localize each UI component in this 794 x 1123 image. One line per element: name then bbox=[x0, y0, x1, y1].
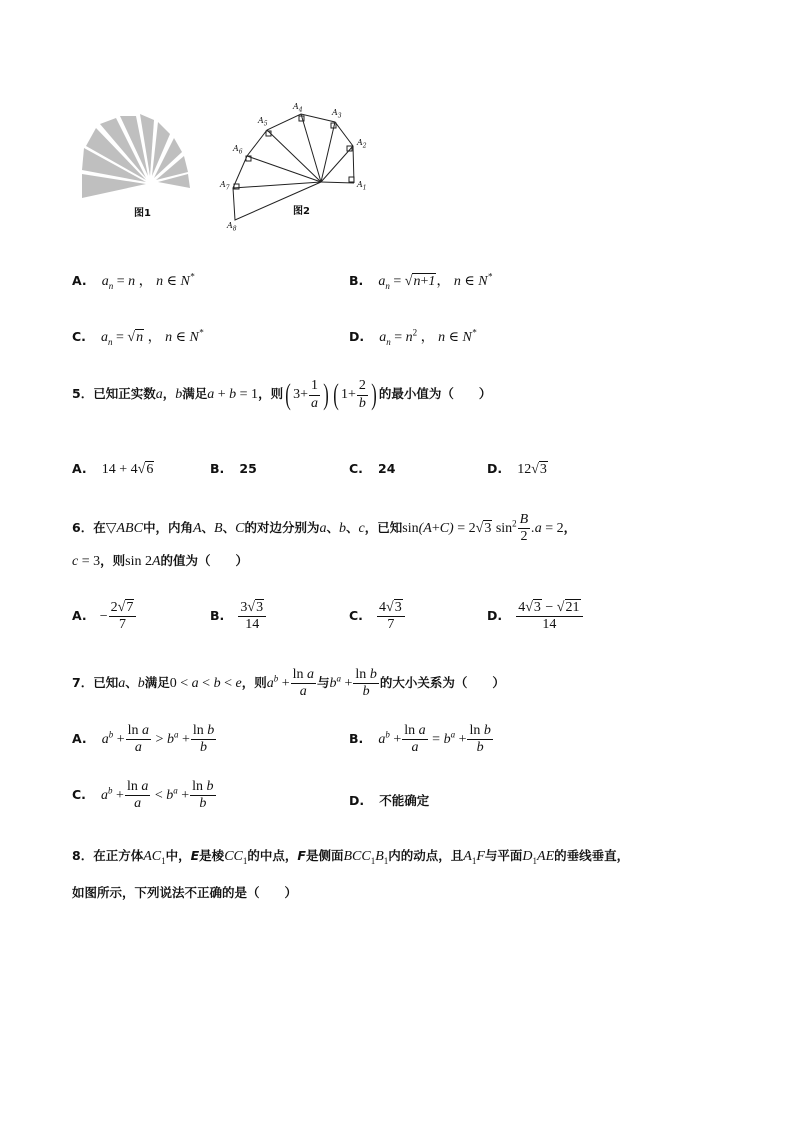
fig2-caption: 图2 bbox=[293, 206, 310, 217]
figure-2 bbox=[215, 100, 375, 235]
option-label: A. bbox=[72, 273, 87, 288]
question-number: 5． bbox=[72, 386, 94, 402]
question-5-stem: 5．已知正实数a，b满足a + b = 1，则( 3+ $\frac{1}{a}$ ) ( 1+ $\frac{2}{b}$ ) 的最小值为（ ） bbox=[72, 378, 492, 411]
option-label: D. bbox=[487, 607, 503, 623]
option-text: 不能确定 bbox=[379, 793, 430, 808]
label-A7: $A_7$ bbox=[220, 180, 230, 192]
q4-option-d[interactable]: D. $a_n = n^2$ ， n ∈ N* bbox=[349, 327, 477, 347]
q7-option-d[interactable] bbox=[349, 790, 429, 809]
option-label: B. bbox=[349, 273, 364, 288]
figure-1 bbox=[78, 112, 208, 222]
question-number: 6． bbox=[72, 519, 94, 535]
q7-option-b[interactable]: B. $a^b$ + $\frac{\text{ln a}}{a}$ = $b^a$ + $\frac{\text{ln b}}{b}$ bbox=[349, 723, 491, 756]
question-number: 8． bbox=[72, 848, 94, 863]
label-A8: $A_8$ bbox=[227, 221, 237, 233]
option-label: B. bbox=[349, 730, 364, 746]
q6-option-c[interactable]: C. $\frac{4√3}{7}$ bbox=[349, 600, 406, 633]
q5-option-d[interactable]: D. 12√3 bbox=[487, 461, 547, 477]
label-A5: $A_5$ bbox=[258, 116, 268, 128]
question-number: 7． bbox=[72, 674, 94, 690]
q4-option-b[interactable]: B. $a_n = √n+1$， n ∈ N* bbox=[349, 271, 493, 291]
label-A2: $A_2$ bbox=[357, 138, 367, 150]
option-text: 24 bbox=[378, 461, 396, 476]
q4-option-c[interactable]: C. $a_n = √n$ ， n ∈ N* bbox=[72, 327, 204, 347]
question-6-stem-line2: c = 3，则sin 2A的值为（ ） bbox=[72, 553, 249, 569]
label-A4: $A_4$ bbox=[293, 102, 303, 114]
q6-option-a[interactable]: A. − $\frac{2√7}{7}$ bbox=[72, 600, 137, 633]
option-label: D. bbox=[349, 793, 365, 808]
option-label: A. bbox=[72, 607, 87, 623]
option-label: A. bbox=[72, 461, 87, 476]
option-label: C. bbox=[349, 607, 363, 623]
q5-option-b[interactable] bbox=[210, 458, 257, 477]
q7-option-a[interactable]: A. $a^b$ + $\frac{\text{ln a}}{a}$ > $b^a$ + $\frac{\text{ln b}}{b}$ bbox=[72, 723, 215, 756]
option-label: D. bbox=[349, 329, 365, 344]
q5-option-a[interactable]: A. 14 + 4√6 bbox=[72, 461, 154, 477]
q5-option-c[interactable] bbox=[349, 458, 395, 477]
label-A3: $A_3$ bbox=[332, 108, 342, 120]
question-8-stem-line1: 8．在正方体$AC_1$中，E是棱$CC_1$的中点，F是侧面$BCC_1B_1$内的动点，且$A_1F$与平面$D_1AE$的垂线垂直， bbox=[72, 848, 630, 866]
option-label: A. bbox=[72, 730, 87, 746]
question-8-stem-line2: 如图所示，下列说法不正确的是（ ） bbox=[72, 885, 298, 900]
q4-option-a[interactable]: A. $a_n = n$ ， n ∈ N* bbox=[72, 271, 195, 291]
question-7-stem: 7．已知a、b满足0 < a < b < e，则$a^b$ + $\frac{\text{ln a}}{a}$ 与$b^a$ + $\frac{\text{ln b}}{b}$ 的大小关系为（ ） bbox=[72, 667, 505, 700]
question-6-stem-line1: 6．在▽ABC中，内角A、B、C的对边分别为a、b、c，已知sin(A+C) = 2√3 $\sin^2$ $\frac{B}{2}$ .a = 2， bbox=[72, 512, 577, 545]
option-label: B. bbox=[210, 461, 225, 476]
q6-option-b[interactable]: B. $\frac{3√3}{14}$ bbox=[210, 600, 267, 633]
option-label: C. bbox=[72, 329, 86, 344]
label-A1: $A_1$ bbox=[357, 180, 367, 192]
option-label: B. bbox=[210, 607, 225, 623]
label-A6: $A_6$ bbox=[233, 144, 243, 156]
option-label: D. bbox=[487, 461, 503, 476]
q6-option-d[interactable]: D. $\frac{4√3 - √21}{14}$ bbox=[487, 600, 584, 633]
option-label: C. bbox=[72, 786, 86, 802]
option-label: C. bbox=[349, 461, 363, 476]
option-text: 25 bbox=[239, 461, 257, 476]
q7-option-c[interactable]: C. $a^b$ + $\frac{\text{ln a}}{a}$ < $b^a$ + $\frac{\text{ln b}}{b}$ bbox=[72, 779, 214, 812]
fig1-caption: 图1 bbox=[134, 208, 151, 219]
